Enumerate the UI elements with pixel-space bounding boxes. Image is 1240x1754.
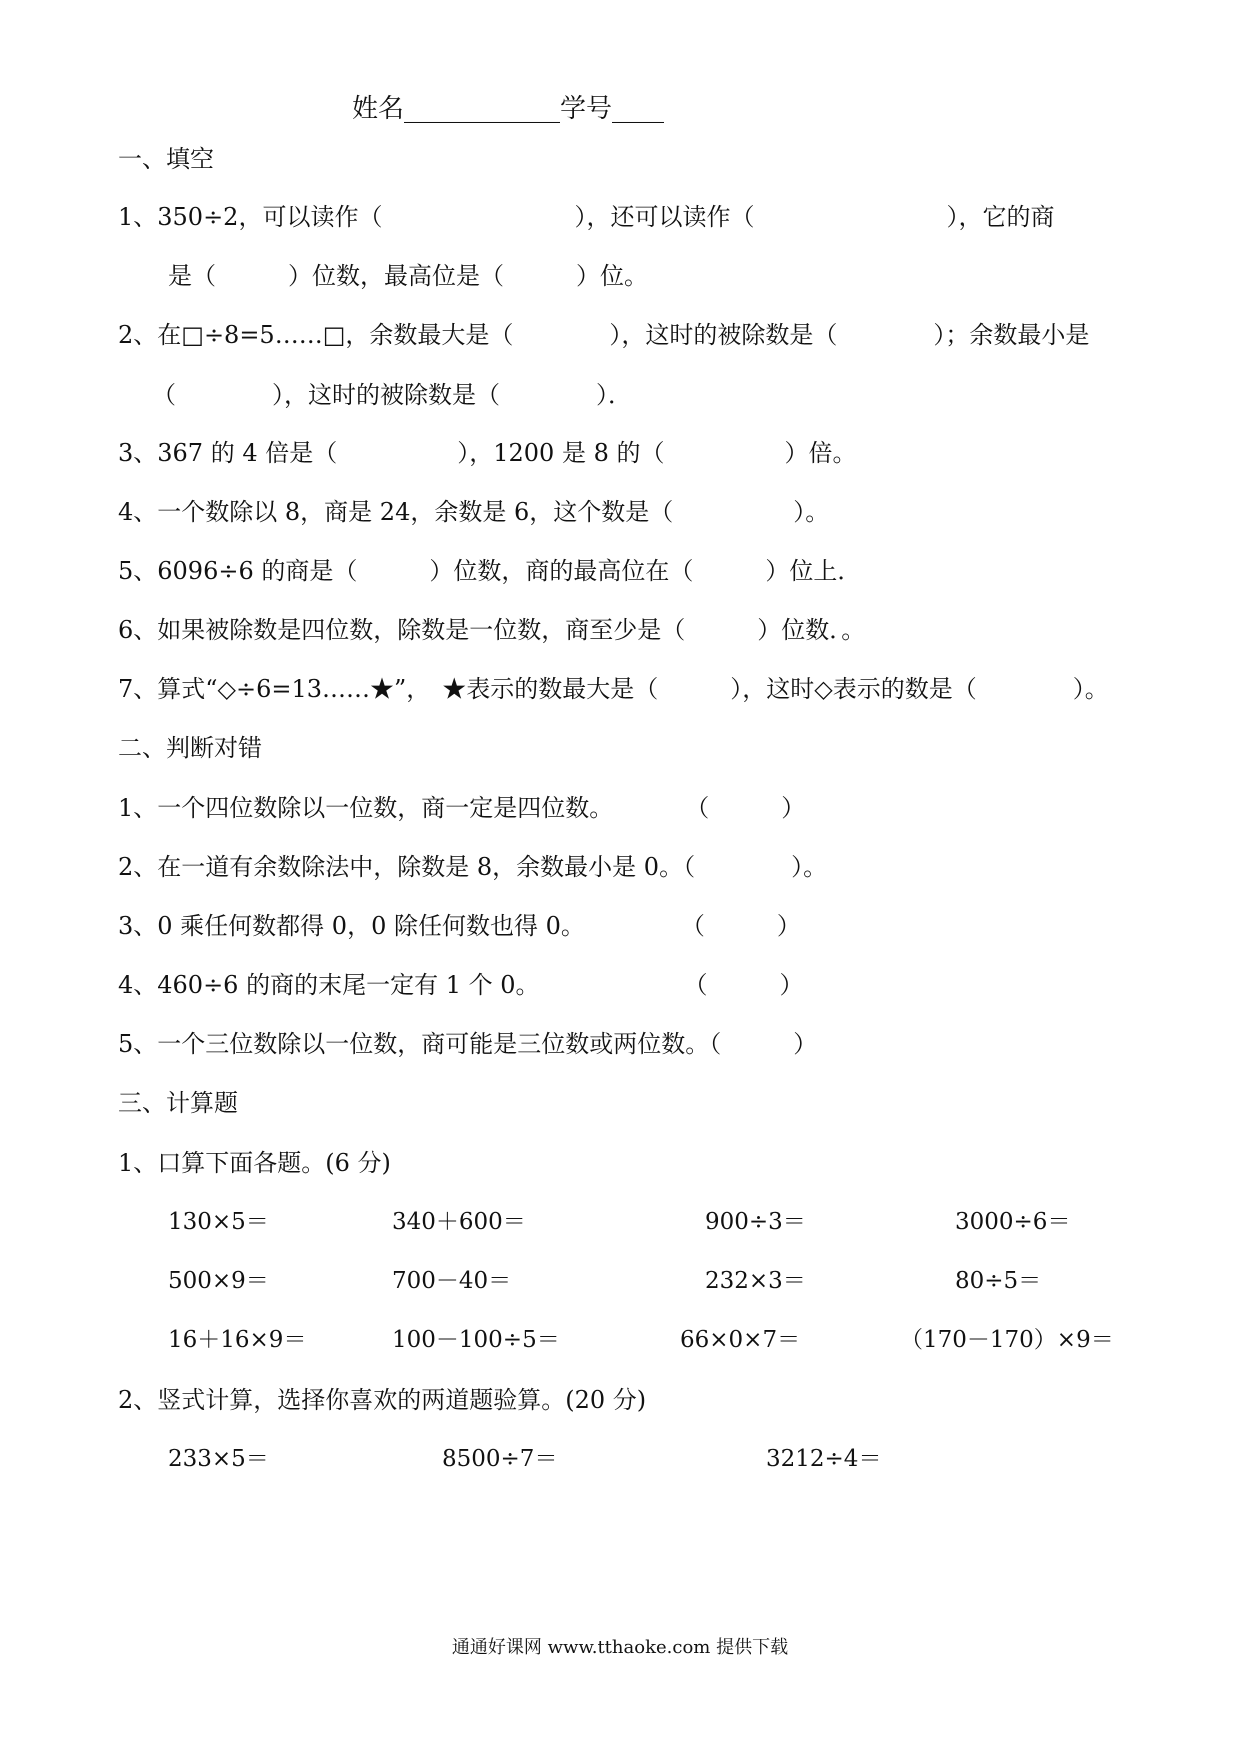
oral-calc-3-4: （170－170）×9＝ (900, 1327, 1114, 1353)
judge-question-4: 4、460÷6 的商的末尾一定有 1 个 0。 （ ） (118, 971, 804, 999)
judge-question-5: 5、一个三位数除以一位数，商可能是三位数或两位数。（ ） (118, 1030, 818, 1058)
fill-question-1-line-1: 1、350÷2，可以读作（ ），还可以读作（ ），它的商 (118, 203, 1055, 231)
oral-calc-1-4: 3000÷6＝ (955, 1209, 1071, 1235)
fill-question-7: 7、算式“◇÷6=13……★”， ★表示的数最大是（ ），这时◇表示的数是（ ）。 (118, 675, 1109, 703)
oral-calc-3-2: 100－100÷5＝ (392, 1327, 560, 1353)
fill-question-6: 6、如果被除数是四位数，除数是一位数，商至少是（ ）位数．。 (118, 616, 866, 644)
judge-question-3: 3、0 乘任何数都得 0，0 除任何数也得 0。 （ ） (118, 912, 801, 940)
fill-question-2-line-1: 2、在□÷8=5……□，余数最大是（ ），这时的被除数是（ ）；余数最小是 (118, 321, 1090, 349)
vertical-calc-1: 233×5＝ (168, 1446, 269, 1472)
oral-calc-1-1: 130×5＝ (168, 1209, 269, 1235)
fill-question-4: 4、一个数除以 8，商是 24，余数是 6，这个数是（ ）。 (118, 498, 830, 526)
oral-calc-2-2: 700－40＝ (392, 1268, 512, 1294)
fill-question-2-line-2: （ ），这时的被除数是（ ）． (152, 381, 632, 409)
section-calc-title: 三、计算题 (118, 1089, 238, 1117)
section-judge-title: 二、判断对错 (118, 734, 262, 762)
name-and-number-header: 姓名____________学号____ (352, 94, 665, 124)
vertical-calc-3: 3212÷4＝ (766, 1446, 882, 1472)
fill-question-1-line-2: 是（ ）位数，最高位是（ ）位。 (168, 262, 648, 290)
calc-question-1-title: 1、口算下面各题。(6 分) (118, 1149, 391, 1177)
judge-question-1: 1、一个四位数除以一位数，商一定是四位数。 （ ） (118, 794, 806, 822)
oral-calc-3-3: 66×0×7＝ (680, 1327, 801, 1353)
fill-question-3: 3、367 的 4 倍是（ ），1200 是 8 的（ ）倍。 (118, 439, 857, 467)
fill-question-5: 5、6096÷6 的商是（ ）位数，商的最高位在（ ）位上． (118, 557, 862, 585)
oral-calc-2-4: 80÷5＝ (955, 1268, 1042, 1294)
oral-calc-2-1: 500×9＝ (168, 1268, 269, 1294)
section-fill-title: 一、填空 (118, 145, 214, 173)
oral-calc-2-3: 232×3＝ (705, 1268, 806, 1294)
vertical-calc-2: 8500÷7＝ (442, 1446, 558, 1472)
download-footer: 通通好课网 www.tthaoke.com 提供下载 (451, 1637, 789, 1658)
oral-calc-1-2: 340＋600＝ (392, 1209, 526, 1235)
oral-calc-1-3: 900÷3＝ (705, 1209, 806, 1235)
oral-calc-3-1: 16＋16×9＝ (168, 1327, 307, 1353)
calc-question-2-title: 2、竖式计算，选择你喜欢的两道题验算。(20 分) (118, 1386, 647, 1414)
judge-question-2: 2、在一道有余数除法中，除数是 8，余数最小是 0。（ ）。 (118, 853, 828, 881)
